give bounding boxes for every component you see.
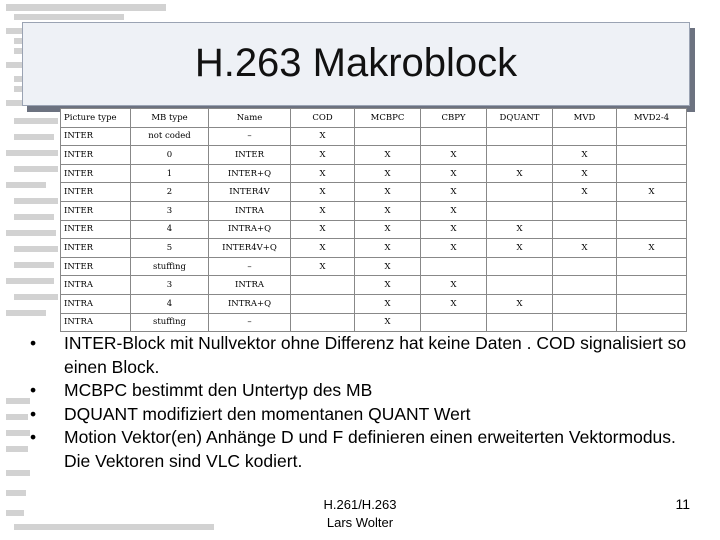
table-cell: X xyxy=(487,294,553,313)
bullet-dot: • xyxy=(30,403,37,424)
table-cell: X xyxy=(291,183,355,202)
table-cell: INTER xyxy=(61,164,131,183)
table-row xyxy=(61,183,687,202)
bullet-dot: • xyxy=(30,427,37,447)
table-cell: X xyxy=(421,146,487,165)
table-cell: X xyxy=(553,239,617,258)
table-cell xyxy=(617,164,687,183)
table-cell: X xyxy=(421,239,487,258)
table-cell: X xyxy=(355,257,421,276)
table-cell: INTER xyxy=(61,146,131,165)
table-cell: X xyxy=(355,276,421,295)
table-cell: X xyxy=(291,201,355,220)
footer-author: Lars Wolter xyxy=(326,515,394,530)
table-cell: INTER4V+Q xyxy=(209,239,291,258)
table-cell: 3 xyxy=(131,201,209,220)
table-cell: 5 xyxy=(131,239,209,258)
table-row xyxy=(61,146,687,165)
table-cell: X xyxy=(421,276,487,295)
table-cell: INTRA+Q xyxy=(209,294,291,313)
table-cell: 2 xyxy=(131,183,209,202)
table-cell: X xyxy=(355,183,421,202)
table-cell: X xyxy=(291,164,355,183)
table-cell: X xyxy=(355,294,421,313)
table-cell: X xyxy=(291,127,355,146)
table-cell xyxy=(487,183,553,202)
table-cell xyxy=(617,220,687,239)
table-cell: X xyxy=(421,201,487,220)
table-cell: INTER+Q xyxy=(209,164,291,183)
table-cell xyxy=(553,127,617,146)
table-cell: X xyxy=(291,146,355,165)
table-cell: INTER xyxy=(61,220,131,239)
table-cell: 3 xyxy=(131,276,209,295)
table-cell: INTRA xyxy=(61,276,131,295)
table-row xyxy=(61,201,687,220)
table-cell xyxy=(553,220,617,239)
table-cell xyxy=(487,276,553,295)
macroblock-table-container xyxy=(60,108,686,332)
table-cell: X xyxy=(355,220,421,239)
table-cell xyxy=(617,146,687,165)
table-cell xyxy=(421,313,487,332)
header-cell: Picture type xyxy=(61,109,131,128)
table-cell: X xyxy=(355,239,421,258)
table-cell: X xyxy=(355,313,421,332)
table-cell: INTER xyxy=(61,183,131,202)
table-cell: INTER xyxy=(61,239,131,258)
table-cell: INTRA xyxy=(61,313,131,332)
bullet-text: Motion Vektor(en) Anhänge D und F definieren einen erweiterten Vektormodus. Die Vektoren sind VLC kodiert. xyxy=(64,427,676,471)
table-cell xyxy=(487,313,553,332)
slide-title: H.263 Makroblock xyxy=(194,41,518,85)
table-cell: X xyxy=(291,239,355,258)
bullet-item xyxy=(30,379,700,403)
table-cell: X xyxy=(487,164,553,183)
table-row xyxy=(61,294,687,313)
table-cell xyxy=(617,294,687,313)
table-cell: stuffing xyxy=(131,313,209,332)
table-cell xyxy=(553,276,617,295)
table-cell xyxy=(487,201,553,220)
table-cell: X xyxy=(487,220,553,239)
bullet-dot: • xyxy=(30,333,37,353)
table-cell: X xyxy=(617,183,687,202)
page-number: 11 xyxy=(675,496,690,512)
table-cell xyxy=(291,294,355,313)
bullet-text: DQUANT modifiziert den momentanen QUANT Wert xyxy=(64,403,471,424)
table-cell: INTRA+Q xyxy=(209,220,291,239)
header-cell: MCBPC xyxy=(355,109,421,128)
table-cell: 0 xyxy=(131,146,209,165)
table-row xyxy=(61,127,687,146)
table-cell xyxy=(291,313,355,332)
footer xyxy=(300,496,420,532)
header-cell: COD xyxy=(291,109,355,128)
table-cell: INTER xyxy=(61,257,131,276)
table-cell xyxy=(421,127,487,146)
table-cell: X xyxy=(617,239,687,258)
table-cell: 1 xyxy=(131,164,209,183)
table-cell: X xyxy=(421,164,487,183)
title-box xyxy=(22,22,690,106)
table-cell: – xyxy=(209,313,291,332)
header-cell: DQUANT xyxy=(487,109,553,128)
table-cell xyxy=(617,127,687,146)
table-cell xyxy=(487,146,553,165)
table-cell xyxy=(355,127,421,146)
table-cell xyxy=(421,257,487,276)
table-row xyxy=(61,239,687,258)
table-cell: INTER xyxy=(209,146,291,165)
header-cell: MB type xyxy=(131,109,209,128)
header-cell: MVD2-4 xyxy=(617,109,687,128)
table-cell: X xyxy=(421,220,487,239)
table-cell: not coded xyxy=(131,127,209,146)
table-cell: 4 xyxy=(131,294,209,313)
table-cell: stuffing xyxy=(131,257,209,276)
table-cell: X xyxy=(553,164,617,183)
table-cell: X xyxy=(355,164,421,183)
table-cell: X xyxy=(291,220,355,239)
table-cell: INTRA xyxy=(209,201,291,220)
bullet-dot: • xyxy=(30,380,37,400)
table-cell xyxy=(553,201,617,220)
table-cell: X xyxy=(355,201,421,220)
bullet-text: INTER-Block mit Nullvektor ohne Differenz hat keine Daten . COD signalisiert so einen Block. xyxy=(64,333,687,377)
table-cell: X xyxy=(487,239,553,258)
table-cell: X xyxy=(553,146,617,165)
table-cell xyxy=(617,201,687,220)
header-cell: MVD xyxy=(553,109,617,128)
table-body xyxy=(61,127,687,332)
table-cell xyxy=(617,313,687,332)
bullet-item xyxy=(30,403,700,427)
table-cell: – xyxy=(209,127,291,146)
header-cell: Name xyxy=(209,109,291,128)
table-row xyxy=(61,276,687,295)
bullet-text: MCBPC bestimmt den Untertyp des MB xyxy=(64,380,373,400)
table-cell: X xyxy=(421,294,487,313)
table-row xyxy=(61,164,687,183)
table-cell xyxy=(617,257,687,276)
bullet-item xyxy=(30,332,700,379)
table-cell: 4 xyxy=(131,220,209,239)
macroblock-table xyxy=(60,108,687,332)
table-cell: – xyxy=(209,257,291,276)
header-cell: CBPY xyxy=(421,109,487,128)
table-row xyxy=(61,220,687,239)
table-cell xyxy=(487,257,553,276)
table-cell: INTER4V xyxy=(209,183,291,202)
table-cell xyxy=(553,294,617,313)
table-cell: X xyxy=(355,146,421,165)
table-cell: INTRA xyxy=(61,294,131,313)
table-cell xyxy=(617,276,687,295)
table-header-row xyxy=(61,109,687,128)
table-cell xyxy=(553,313,617,332)
table-cell: INTER xyxy=(61,127,131,146)
footer-course: H.261/H.263 xyxy=(323,497,397,512)
table-cell xyxy=(487,127,553,146)
table-cell: X xyxy=(421,183,487,202)
table-row xyxy=(61,313,687,332)
bullet-list xyxy=(30,332,700,473)
table-cell: INTER xyxy=(61,201,131,220)
table-row xyxy=(61,257,687,276)
table-cell xyxy=(291,276,355,295)
table-cell: INTRA xyxy=(209,276,291,295)
table-cell xyxy=(553,257,617,276)
table-cell: X xyxy=(553,183,617,202)
table-cell: X xyxy=(291,257,355,276)
bullet-item xyxy=(30,426,700,473)
